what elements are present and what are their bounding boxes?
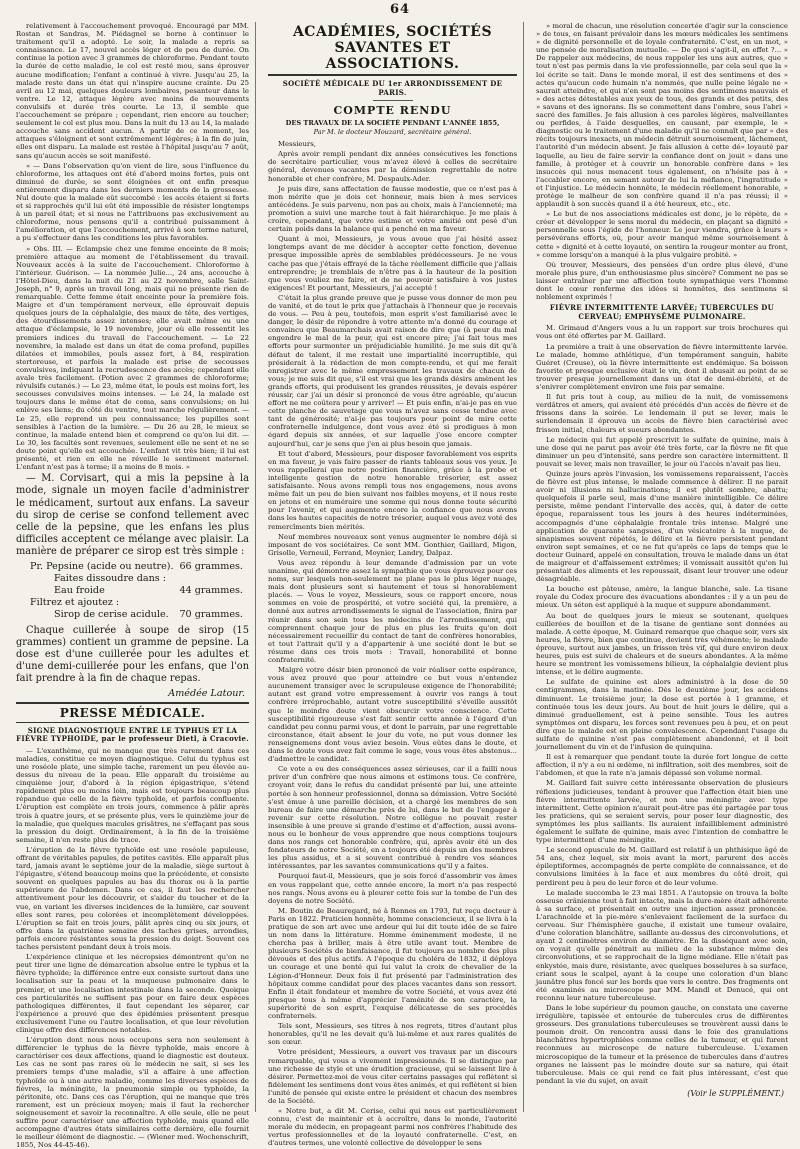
paragraph: Quinze jours après l'invasion, les vomissemens reparaissent, l'accès de fièvre est plus intense, le malade commence à délirer. Il ne parait avoir ni illusions ni hallucinations; il est plutôt sombre, abattu; quelquefois il parle seul, mais d'une manière inintelligible. Ce délire persiste, même pendant l'intervalle des accès, qui, à dater de cette époque, reparaissent tous les jours à des heures indéterminées, accompagnés d'une céphalalgie frontale très intense. Malgré une application de quarante sangsues, d'un vésicatoire à la nuque, de sinapismes souvent répétés, le délire et la fièvre persistent pendant environ sept semaines, et ce ne fut qu'après ce laps de temps que le docteur Guinard, appelé en consultation, trouva le malade dans un état de maigreur et d'affaissement extrêmes; il vomissait aussitôt qu'on lui présentait des aliments et les repoussait, disant leur trouver une odeur désagréable. <box>536 469 788 584</box>
paragraph: Pourquoi faut-il, Messieurs, que je sois forcé d'assombrir vos âmes en vous rappelant que, cette année encore, la mort n'a pas respecté nos rangs. Nous avons eu à pleurer cette fois sur la tombe de l'un des doyens de notre Société. <box>268 872 517 905</box>
paragraph: Le médecin qui fut appelé prescrivit le sulfate de quinine, mais à une dose qui ne parut pas avoir été très forte, car la fièvre ne fit que diminuer un peu d'intensité, sans perdre son caractère intermittent. Il pouvait se lever, mais non travailler, le jour où l'accès n'avait pas lieu. <box>536 435 788 468</box>
paragraph: La bouche est pâteuse, amère, la langue blanche, sale. La tisane royale du Codex procure des évacuations abondantes : il y a un peu de mieux. Un séton est appliqué à la nuque et suppure abondamment. <box>536 585 788 610</box>
paragraph: La première a trait à une observation de fièvre intermittente larvée. Le malade, homme athlétique, d'un tempérament sanguin, habite Guéret (Creuse), où la fièvre intermittente est endémique. Sa boisson favorite et presque exclusive était le vin, dont il abusait au point de se trouver presque journellement dans un état de demi-ébriété, et de s'enivrer complètement environ une fois par semaine. <box>536 342 788 392</box>
recipe-line <box>30 585 249 597</box>
paragraph: Quant à moi, Messieurs, je vous avoue que j'ai hésité assez longtemps avant de me décider à accepter cette fonction, devenue presque impossible après de semblables prédécesseurs. Je ne vous cache pas que j'étais effrayé de la tâche réellement difficile que j'allais entreprendre; je tremblais de n'être pas à la hauteur de la position que vous vouliez me faire, et de ne pouvoir satisfaire à vos justes exigences! Et pourtant, Messieurs, j'ai accepté ! <box>268 235 517 292</box>
middle-column <box>262 22 524 1148</box>
recipe-ingredient: Sirop de cerise acidule. <box>54 608 169 620</box>
paragraph: » Obs. III. — Éclampsie chez une femme enceinte de 8 mois; première attaque au moment de l'établissement du travail. Nouveaux accès à la suite de l'accouchement. Chloroforme à l'intérieur. Guérison. — La nommée Julie..., 24 ans, accouche à l'Hôtel-Dieu, dans la nuit du 21 au 22 novembre, salle Saint-Joseph, n° 9, après un travail long, mais qui ne présente rien de remarquable. Cette femme était enceinte pour la première fois. Maigre et d'un tempérament nerveux, elle éprouvait depuis quelques jours de la céphalalgie, des maux de tête, des vertiges, des étourdissements assez intenses; elle avait même eu une attaque d'éclampsie, le 19 novembre, jour où elle ressentit les premiers indices du travail de l'accouchement. — Le 22 novembre, la malade est dans un état de coma profond, pupilles dilatées et immobiles, pouls assez fort, à 84, respiration stertoreuse, et parfois la malade est prise de secousses convulsives, indiquant la recrudescence des accès; cependant elle avale très facilement. (Potion avec 2 grammes de chloroforme; révulsifs cutanés.) — Le 23, même état, le pouls est moins fort, les secousses convulsives moins intenses. — Le 24, la malade est toujours dans le même état de coma, sans convulsions; on lui enlève ses liens; du côté du ventre, tout marche régulièrement. — Le 25, elle reprend un peu connaissance; les pupilles sont sensibles à l'action de la lumière. — Du 26 au 28, le mieux se continue, la malade entend bien et comprend ce qu'on lui dit. — Le 30, les facultés sont revenues, seulement elle ne sent et ne se doute point qu'elle est accouchée. L'enfant vit très bien; il lui est présenté, et rien en elle ne réveille le sentiment maternel. L'enfant n'est pas à terme; il a moins de 8 mois. » <box>16 244 249 472</box>
paragraph: » moral de chacun, une résolution concertée d'agir sur la conscience » de tous, en faisant prévaloir dans les mœurs médicales les sentimens » de dignité personnelle et de loyale confraternité. C'est, en un mot, » une pensée de moralisation mutuelle. — De quoi s'agit-il, en effet ?... » De rappeler aux médecins, de nous rappeler les uns aux autres, que » tout n'est pas permis dans la vie professionnelle, par cela seul que la » loi écrite se tait. Dans le monde moral, il est des sentimens et des » actes qu'aucun code humain n'a nommés, que nulle peine légale ne » saurait atteindre, et qui n'en sont pas moins des sentimens mauvais et » des actes détestables aux yeux de tous, des grands et des petits, des » savans et des ignorans. Ils se commettent dans l'ombre, sous l'abri » sacré des familles. Je fais allusion à ces paroles légères, malveillantes ou perfides, à l'aide desquelles, en causant, par exemple, le » diagnostic ou le traitement d'une maladie qu'il ne connaît que par » des récits toujours inexacts, un médecin détruit sournoisement, lâchement, l'autorité d'un médecin absent. Je fais allusion à cette dé» loyauté par laquelle, au lieu de faire servir la confiance dont on jouit » dans une famille, à protéger et à couvrir un honorable confrère dans » les insuccès qui nous menacent tous également, on n'hésite pas à » l'accabler encore, en semant autour de lui la méfiance, l'ingratitude » et l'injustice. Le médecin honnête, le médecin réellement honorable, » protège le malheur de son confrère quand il n'a pas réussi; il » applaudit à son succès quand il a été heureux, etc., etc. <box>536 22 788 209</box>
divider <box>373 100 413 101</box>
paragraph: Dans le lobe supérieur du poumon gauche, on constata une caverne irrégulière, tapissée et entourée de tubercules crus de différentes grosseurs. Des granulations tuberculeuses se trouvèrent aussi dans le poumon droit. On rencontra aussi dans le foie des granulations blanchâtres hypertrophiées comme celles de la tumeur, et qui furent reconnues au microscope de nature tuberculeuse. L'examen microscopique de la tumeur et la présence de tubercules dans d'autres organes ne laissent pas le moindre doute sur sa nature, qui était tuberculeuse. Mais ce qui rend ce fait plus intéressant, c'est que pendant la vie du sujet, on avait <box>536 1003 788 1085</box>
paragraph: Et tout d'abord, Messieurs, pour disposer favorablement vos esprits en ma faveur, je vais faire passer de riants tableaux sous vos yeux. Je vous rappellerai que notre position financière, grâce à la probe et intelligente gestion de notre honorable trésorier, est assez satisfaisante. Nous avons rempli tous nos engagemens, nous avons même fait un peu de bien suivant nos faibles moyens, et il nous reste en jetons et en numéraire une somme qui nous donne toute sécurité pour l'avenir, et qui augmente encore la confiance que nous avons dans les hautes capacités de notre trésorier, auquel vous avez voté des remercîments bien mérités. <box>268 449 517 531</box>
paragraph: « — Dans l'observation qu'on vient de lire, sous l'influence du chloroforme, les attaques ont été d'abord moins fortes, puis ont diminué de durée, se sont éloignées et ont enfin presque entièrement disparu dans les derniers moments de la grossesse. Nul doute que la malade eût succombé : les accès étaient si forts et si rapprochés qu'il lui eût été impossible de résister longtemps à un pareil état; et si nous ne l'attribuons pas exclusivement au chloroforme, nous pensons qu'il a contribué puissamment à l'amélioration, et que l'accouchement, arrivé à son terme naturel, a pu s'effectuer dans les conditions les plus favorables. <box>16 161 249 243</box>
compte-rendu-title: COMPTE RENDU <box>333 104 452 118</box>
compte-rendu-author: Par M. le docteur Mouzard, secrétaire général. <box>313 128 472 137</box>
paragraph: C'était la plus grande preuve que je pusse vous donner de mon peu de vanité, et de tout le prix que j'attachais à l'honneur que je recevais de vous. — Peu à peu, toutefois, mon esprit s'est familiarisé avec le danger, le désir de répondre à votre attente m'a donné du courage et convaincu que Beaumarchais avait raison de dire que (à peur du mal engendre le mal de la peur, qui est encore pire; j'ai fait tous mes efforts pour surmonter un préjudiciable humilité. Je me suis dit qu'à défaut de talent, il me restait une impartialité incorruptible, qui présiderait à la rédaction de mon compte-rendu, et qui me ferait enregistrer avec le même empressement les travaux de chacun de vous; je me suis dit que, s'il est vrai que les grands désirs amènent les grands efforts, qui produisent les grandes réussites, je devais espérer réussir, car j'ai un désir si prononcé de vous être agréable, qu'aucun effort ne me coûtera pour y arriver! — Et puis enfin, n'ai-je pas en vue cette planche de sauvetage que vous m'avez sans cesse tendue avec tant de générosité; n'ai-je pas toujours pour point de mire cette confraternelle indulgence, dont vous avez été si prodigues à mon égard depuis six années, et sur laquelle j'ose encore compter aujourd'hui, car je sens que j'en ai plus besoin que jamais. <box>268 293 517 448</box>
academies-title: ACADÉMIES, SOCIÉTÉS SAVANTES ET ASSOCIATIONS. <box>268 22 517 76</box>
paragraph: Il est à remarquer que pendant toute la durée fort longue de cette affection, il n'y a eu ni œdème, ni infiltration, soit des membres, soit de l'abdomen, et que la rate n'a jamais dépassé son volume normal. <box>536 753 788 778</box>
paragraph: » Le but de nos associations médicales est donc, je le répète, de » créer et développer le sens moral du médecin, en plaçant sa dignité » personnelle sous l'égide de l'honneur. Le jour viendra, grâce à leurs » persévérans efforts, où, pour avoir manqué même sournoisement à cette » dignité et à cette loyauté, on sentira la rougeur monter au front, » comme lorsqu'on a manqué à la plus vulgaire probité. » <box>536 210 788 259</box>
paragraph: Le malade succomba le 23 mai 1851. A l'autopsie on trouva la boîte osseuse crânienne tout à fait intacte, mais la dure-mère était adhérente à sa surface, et présentait en outre une injection assez prononcée. L'arachnoïde et la pie-mère s'enlevaient facilement de la surface du cerveau. Sur l'hémisphère gauche, il existait une tumeur ovalaire, d'une coloration blanchâtre, saillante au-dessus des circonvolutions, et ayant 2 centimètres environ de diamètre. En la disséquant avec soin, on voyait qu'elle pénétrait au milieu de la substance même des circonvolutions, et se rapprochait de la ligne médiane. Elle n'était pas enkystée, mais dure, résistante, avec quelques bosselures à sa surface, criant sous le scalpel, ayant à la coupe une coloration d'un blanc jaunâtre plus foncé sur les bords que vers le centre. Des fragments ont été examinés au microscope par MM. Mandl et Denucé, qui ont reconnu leur nature tuberculeuse. <box>536 888 788 1002</box>
paragraph: Messieurs, <box>278 140 316 149</box>
recipe-line <box>30 609 249 621</box>
paragraph: Il fut pris tout à coup, au milieu de la nuit, de vomissemens verdâtres et amers, qui avaient été précédés d'un accès de fièvre et de frissons dans la soirée. Le lendemain il put se lever, mais le surlendemain il éprouva un accès de fièvre bien caractérisé avec frisson initial, chaleurs et sueurs abondantes. <box>536 393 788 434</box>
recipe-amount: 44 grammes. <box>179 584 243 596</box>
paragraph: Où trouver, Messieurs, des pensées d'un ordre plus élevé, d'une morale plus pure, d'un enthousiasme plus sincère? Comment ne pas se laisser entraîner par une affection toute sympathique vers l'homme dont le cœur renferme des idées si honnêtes, des sentimens si noblement exprimés ! <box>536 260 788 302</box>
recipe-amount: 70 grammes. <box>179 608 243 620</box>
paragraph: Au bout de quelques jours le mieux se soutenant, quelques cuillerées de bouillon et de la tisane de gentiane sont données au malade. A cette époque, M. Guinard remarque que chaque soir, vers six heures, la fièvre, bien que continue, devient très véhémente; le malade éprouve, surtout aux jambes, un frisson très vif, qui dure environ deux heures, puis est suivi de chaleurs et de sueurs abondantes. A la même heure se montrent les vomissemens bilieux, la céphalalgie devient plus intense, et le délire augmente. <box>536 611 788 677</box>
paragraph: Vous avez répondu à leur demande d'admission par un vote unanime, qui démontre assez la sympathie que vous éprouvez pour ces noms, sur lesquels non-seulement ne plane pas le plus léger nuage, mais dont plusieurs sont si hautement et tous si honorablement placés. — Vous le voyez, Messieurs, sous ce rapport encore, nous sommes en voie de prospérité, et votre société qui, la première, a donné aux autres arrondissements le signal de l'association, finira par réunir dans son sein tous les médecins de l'arrondissement, qui comprennent chaque jour de plus en plus les fruits qu'on doit nécessairement recueillir du contact de tant de confrères honorables, et tout l'attrait qu'il y a d'appartenir à une société dont le but se résume dans ces trois mots : Travail, honorabilité et bonne confraternité. <box>268 558 517 664</box>
corvisart-note <box>16 473 249 558</box>
presse-medicale-title: PRESSE MÉDICALE. <box>16 702 249 723</box>
recipe-line <box>30 597 249 609</box>
paragraph: « Notre but, a dit M. Cerise, celui qui nous est particulièrement connu, c'est de maintenir et à accroître, dans le monde, l'autorité morale du médecin, en propageant parmi nos confrères l'habitude des vertus professionnelles et de la loyauté confraternelle. C'est, en d'autres termes, une volonté collective de développer le sens <box>268 1107 517 1148</box>
pepsin-dosage-note <box>16 625 249 686</box>
recipe-ingredient: Pr. Pepsine (acide ou neutre). <box>30 560 174 572</box>
fievre-article-body <box>536 324 788 1085</box>
pepsin-syrup-recipe <box>30 561 249 621</box>
paragraph: L'éruption dont nous nous occupons sera non seulement à différencier le typhus de la fièvre typhoïde, mais encore à caractériser ces deux affections, quand le diagnostic est douteux. Les cas ne sont pas rares où le médecin ne sait, si ses les premiers temps d'une maladie, s'il a affaire à une affection typhoïde ou à une autre maladie, comme les diverses espèces de fièvres, la méningite, la pneumonie simple ou typhoïde, la péritonite, etc. Dans ces cas l'éruption, qui ne manque que très rarement, est un précieux moyen; mais il faut la rechercher soigneusement et savoir la reconnaître. A elle seule, elle ne peut suffire pour caractériser une affection typhoïde, mais quand elle accompagne d'autres états similaires cette dernière, elle fournit le meilleur élément de diagnostic. — (Wiener med. Wochenschrift, 1855, Nos 44-45-46). <box>16 1036 249 1149</box>
paragraph: Le sulfate de quinine est alors administré à la dose de 50 centigrammes, dans la matinée. Dès le deuxième jour, les accidens diminuent. Le troisième jour, la dose est portée à 1 gramme, et continuée tous les deux jours. Au bout de huit jours le délire, qui a diminué graduellement, est à peine sensible. Tous les autres symptômes ont disparu, les forces sont revenues peu à peu, et on peut dire que le malade est en pleine convalescence. Cependant l'usage du sulfate de quinine n'est pas complètement abandonné, et il boit journellement du vin et de l'infusion de quinquina. <box>536 678 788 752</box>
compte-rendu-body <box>268 140 517 1147</box>
paragraph: Le second opuscule de M. Gaillard est relatif à un phthisique âgé de 54 ans, chez lequel, six mois avant la mort, parurent des accès épileptiformes, accompagnés de perte complète de connaissance, et de convulsions limitées à la face et aux membres du côté droit, qui perdirent peu à peu de leur force et de leur volume. <box>536 846 788 887</box>
page-number: 64 <box>389 2 411 17</box>
cerise-quote <box>536 22 788 301</box>
paragraph: — L'exanthème, qui ne manque que très rarement dans ces maladies, constitue ce moyen diagnostique. Celui du typhus est une roséole plate, une simple tache, rarement un peu élevée au-dessus du niveau de la peau. Elle apparaît du troisième au cinquième jour, d'abord à la région épigastrique, s'étend rapidement plus ou moins loin, mais est toujours beaucoup plus répandue que celle de la fièvre typhoïde, et parfois confluente. L'éruption est complète en trois jours, commence à pâlir après trois à quatre jours, et se présente plus, vers le quinzième jour de la maladie, que quelques macules grisâtres, ne s'effaçant pas sous la pression du doigt. Ordinairement, à la fin de la troisième semaine, il n'en reste plus de trace. <box>16 746 249 844</box>
paragraph: — M. Corvisart, qui a mis la pepsine à la mode, signale un moyen facile d'administrer le médicament, surtout aux enfans. La saveur du sirop de cerise se confond tellement avec celle de la pepsine, que les enfans les plus difficiles acceptent ce mélange avec plaisir. La manière de préparer ce sirop est très simple : <box>16 473 249 558</box>
author-signature: Amédée Latour. <box>168 687 245 699</box>
society-title: SOCIÉTÉ MÉDICALE DU 1er ARRONDISSEMENT DE PARIS. <box>282 79 503 97</box>
left-column <box>16 22 256 1149</box>
recipe-line <box>30 573 249 585</box>
recipe-amount: 66 grammes. <box>179 560 243 572</box>
recipe-ingredient: Faites dissoudre dans : <box>54 572 167 584</box>
paragraph: Chaque cuillerée à soupe de sirop (15 grammes) contient un gramme de pepsine. La dose est d'une cuillerée pour les adultes et d'une demi-cuillerée pour les enfans, que l'on fait prendre à la fin de chaque repas. <box>16 624 249 685</box>
paragraph: Malgré votre désir bien prononcé de voir réaliser cette espérance, vous avez prouvé que pour atteindre ce but vous n'entendez aucunement transiger avec le scrupuleuse exigence de l'honorabilité; autant est grand votre empressement à ouvrir vos rangs à tout confrère irréprochable, autant votre susceptibilité s'éveille aussitôt que le moindre doute vient obscurcir votre conscience. Cette susceptibilité rigoureuse s'est fait sentir cette année à l'égard d'un candidat peu connu parmi vous, et dont le parrain, par une regrettable circonstance, était absent le jour du vote, ne put vous donner les renseignemens dont vous aviez besoin. Vous eûtes dans le doute, et dans le doute vous avez fait comme le sage, vous vous êtes abstenus... d'admettre le candidat. <box>268 666 517 764</box>
recipe-ingredient: Filtrez et ajoutez : <box>30 596 120 608</box>
fievre-section-title: FIÈVRE INTERMITTENTE LARVÉE; TUBERCULES DU CERVEAU; EMPHYSÈME PULMONAIRE. <box>549 303 775 321</box>
typhus-article-body <box>16 747 249 1149</box>
paragraph: Neuf membres nouveaux sont venus augmenter le nombre déjà si imposant de vos sociétaires. Ce sont MM. Gonthier, Gaillard, Migon, Grisolle, Verneuil, Ferrand, Moynier, Landry, Dalpaz. <box>268 532 517 557</box>
typhus-article-title: SIGNE DIAGNOSTIQUE ENTRE LE TYPHUS ET LA FIÈVRE TYPHOIDE, par le professeur Dietl, à Cracovie. <box>16 725 249 744</box>
paragraph: Votre président, Messieurs, a ouvert vos travaux par un discours remarquable, qui vous a vivement impressionnés. Il se distingue par une richesse de style et une érudition gracieuse, qui se laissent lire à désirer. Permettez-moi de vous citer certains passages qui reflètent si fidèlement les sentimens dont vous êtes animés, et qui reflètent si bien l'unité de pensée qui existe entre le président et chacun des membres de la Société. <box>268 1048 517 1105</box>
paragraph: relativement à l'accouchement provoqué. Encouragé par MM. Rostan et Sandras, M. Piédagnel se borne à continuer le traitement qu'il a adopté. Le soir, la malade a repris sa connaissance. Le 17, nouvel accès léger et de peu de durée. On continue la potion avec 3 grammes de chloroforme. Pendant toute la durée de cette maladie, le col est resté mou, sans éprouver aucune modification; l'enfant a continué à vivre. Jusqu'au 25, la malade reste dans un état qui n'inspire aucune crainte. Du 25 avril au 12 mai, quelques douleurs lombaires, pesanteur dans le ventre. Le 12, attaque légère avec moins de mouvements convulsifs et durée très courte. Le 13, il semble que l'accouchement se prépare ; cependant, rien encore au toucher; seulement le col est plus mou. Dans la nuit du 13 au 14, la malade accouche sans accident aucun. A partir de ce moment, les attaques s'éloignent et sont extrêmement légères; à la fin de juin, elles ont disparu. La malade est restée à l'hôpital jusqu'au 7 août, sans qu'aucun accès se soit manifesté. <box>16 22 249 160</box>
supplement-note: (Voir le SUPPLÉMENT.) <box>687 1088 784 1098</box>
paragraph: Ce vote a eu des conséquences assez sérieuses, car il a failli nous priver d'un confrère que nous aimons et estimons tous. Ce confrère, croyant voir, dans le refus du candidat présenté par lui, une atteinte portée à son honneur professionnel, donna sa démission. Votre Société s'est émue à une pareille décision, et a chargé les membres de son bureau de faire une démarche près de lui, dans le but de l'engager à revenir sur cette résolution. Notre collègue ne pouvait rester insensible à une preuve si grande d'estime et d'affection, aussi avons-nous eu le bonheur de vous apprendre que nous comptions toujours dans nos rangs cet honorable confrère, qui, après avoir été un des fondateurs de notre Société, en a toujours été depuis un des membres les plus assidus, et a si souvent contribué à rendre vos séances intéressantes, par les savantes communications qu'il y a faites. <box>268 765 517 871</box>
paragraph: L'éruption de la fièvre typhoïde est une roséole papuleuse, offrant de véritables papules, de petites cavités. Elle apparaît plus tard, jamais avant le septième jour de la maladie, siège surtout à l'épigastre, s'étend beaucoup moins que la précédente, et consiste souvent en quelques papules au bas du thorax ou à la partie supérieure de l'abdomen. Dans ce cas, il faut les rechercher attentivement pour les découvrir, et s'aider du toucher et de la vue, en variant les diverses incidences de la lumière, car souvent elles sont rares, peu colorées et incomplètement développées. L'éruption se fait en trois jours, pâlit après cinq ou six jours, et offre dans la quatrième semaine des taches grises, arrondies, parfois encore résistantes sous la pression du doigt. Souvent ces taches persistent pendant deux à trois mois. <box>16 845 249 952</box>
paragraph: M. Grimaud d'Angers vous a lu un rapport sur trois brochures qui vous ont été offertes par M. Gaillard. <box>536 324 788 341</box>
recipe-line <box>30 561 249 573</box>
paragraph: L'expérience clinique et les nécropsies démontrent qu'on ne peut tirer une ligne de démarcation absolue entre le typhus et la fièvre typhoïde; la différence entre eux consiste surtout dans une localisation sur la peau et la muqueuse pulmonaire dans le premier, et une localisation intestinale dans la seconde. Quoique ces particularités ne suffisent pas pour en faire deux espèces pathologiques différentes, il faut cependant les séparer, car l'expérience a prouvé que des épidémies présentent presque exclusivement l'une ou l'autre localisation, et que leur révolution clinique offre des différences notables. <box>16 953 249 1034</box>
paragraph: M. Gaillard fait suivre cette intéressante observation de plusieurs réflexions judicieuses, tendant à prouver que l'affection était bien une fièvre intermittente larvée, et non une méningite avec type intermittent. Cette opinion n'aurait peut-être pas été partagée par tous les praticiens, qui se seraient servis, pour poser leur diagnostic, des symptômes les plus saillants. Ils auraient infailliblement administré également le sulfate de quinine, mais avec l'intention de combattre le type intermittent d'une méningite. <box>536 779 788 845</box>
paragraph: M. Boutin de Beauregard, né à Rennes en 1793, fut reçu docteur à Paris en 1822. Praticien honnête, homme consciencieux, il se livra à la pratique de son art avec une ardeur qui lui dit toute idée de se faire un nom dans la littérature. Homme éminemment modeste, il ne chercha pas à briller, mais à être utile avant tout. Membre de plusieurs Sociétés de bienfaisance, il fut toujours au nombre des plus dévoués et des plus actifs. A l'époque du choléra de 1832, il déploya un courage et une bonté qui lui valut la croix de chevalier de la Légion-d'Honneur. Deux fois il fut présenté par l'administration des hôpitaux comme candidat pour des places vacantes dans son ressort. Enfin il était fondateur et membre de votre Société, et vous avez été presque tous à même d'apprécier l'aménité de son caractère, la supériorité de son esprit, l'exquise délicatesse de ses procédés confraternels. <box>268 906 517 1021</box>
paragraph: Je puis dire, sans affectation de fausse modestie, que ce n'est pas à mon mérite que je dois cet honneur, mais bien à mes services antécédens. Je suis parvenu, non pas au choix, mais à l'ancienneté; ma promotion a suivi une marche tout à fait hiérarchique. Je me plais à croire, cependant, que votre estime et votre amitié ont pesé d'un certain poids dans la balance qui a penché en ma faveur. <box>268 184 517 234</box>
left-observation-text <box>16 22 249 471</box>
paragraph: Tels sont, Messieurs, ses titres à nos regrets, titres d'autant plus honorables, qu'il ne les devait qu'à lui-même et aux rares qualités de son cœur. <box>268 1022 517 1047</box>
paragraph: Après avoir rempli pendant dix années consécutives les fonctions de secrétaire particulier, vous m'avez élevé à celles de secrétaire général, devenues vacantes par la démission regrettable de notre honorable et cher confrère, M. Despaulx-Ader. <box>268 150 517 183</box>
recipe-ingredient: Eau froide <box>54 584 105 596</box>
compte-rendu-subtitle: DES TRAVAUX DE LA SOCIÉTÉ PENDANT L'ANNÉE 1855, <box>285 119 500 128</box>
right-column <box>530 22 788 1112</box>
